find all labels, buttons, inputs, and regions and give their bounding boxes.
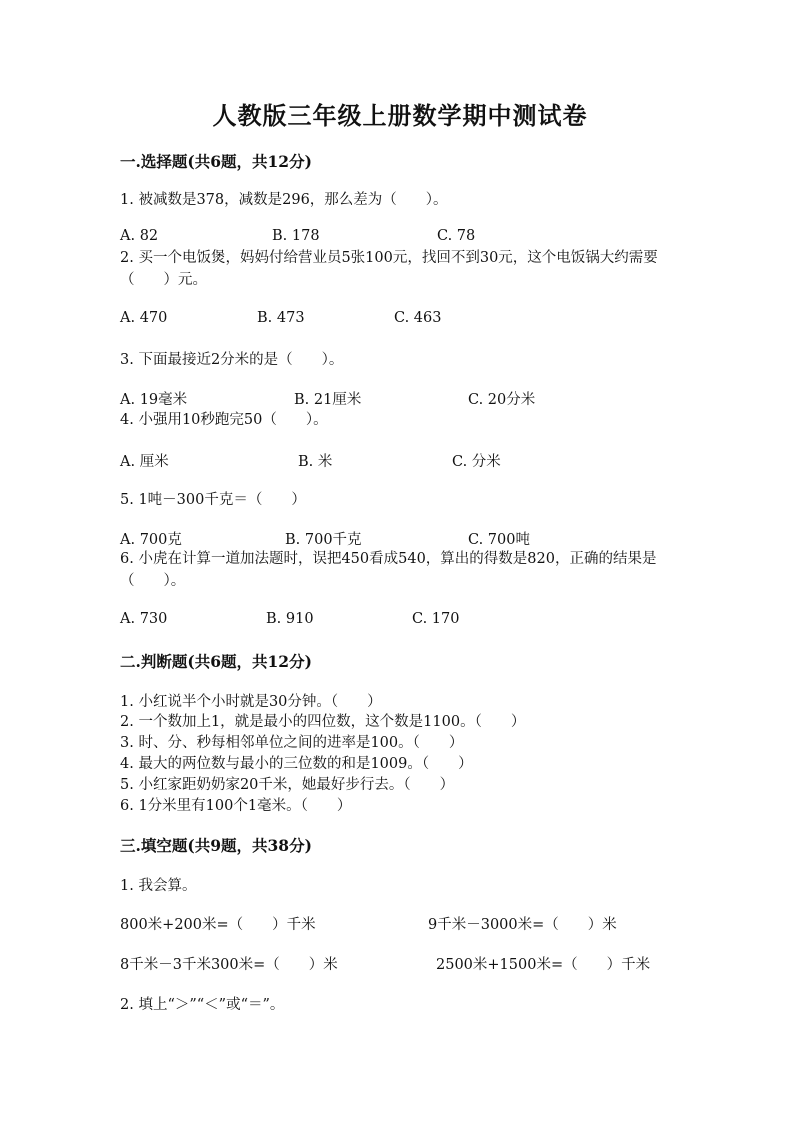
option-c: C. 700吨 — [468, 532, 530, 548]
option-a: A. 厘米 — [120, 454, 169, 470]
statement-line: 2. 一个数加上1，就是最小的四位数，这个数是1100。（ ） — [120, 714, 526, 730]
question-text: 4. 小强用10秒跑完50（ ）。 — [120, 412, 328, 428]
statement-line: 4. 最大的两位数与最小的三位数的和是1009。（ ） — [120, 756, 473, 772]
option-a: A. 470 — [120, 310, 168, 326]
option-a: A. 82 — [120, 228, 159, 244]
option-a: A. 730 — [120, 611, 168, 627]
option-c: C. 78 — [437, 228, 476, 244]
option-c: C. 分米 — [452, 454, 501, 470]
option-b: B. 473 — [257, 310, 305, 326]
question-text: 1. 被减数是378，减数是296，那么差为（ ）。 — [120, 192, 448, 208]
option-b: B. 700千克 — [285, 532, 362, 548]
option-b: B. 米 — [298, 454, 333, 470]
question-text: 2. 买一个电饭煲，妈妈付给营业员5张100元，找回不到30元，这个电饭锅大约需要（ ）元。 — [120, 250, 658, 288]
section-heading-judgment: 二.判断题(共6题，共12分) — [120, 652, 312, 671]
calc-item: 9千米－3000米=（ ）米 — [428, 917, 617, 933]
statement-line: 6. 1分米里有100个1毫米。（ ） — [120, 798, 352, 814]
option-b: B. 910 — [266, 611, 314, 627]
question-text: 3. 下面最接近2分米的是（ ）。 — [120, 352, 344, 368]
question-text: 5. 1吨－300千克＝（ ） — [120, 492, 306, 508]
option-b: B. 178 — [272, 228, 320, 244]
option-a: A. 19毫米 — [120, 392, 188, 408]
page-title: 人教版三年级上册数学期中测试卷 — [212, 101, 588, 130]
section-heading-choice: 一.选择题(共6题，共12分) — [120, 152, 312, 171]
section-heading-fill: 三.填空题(共9题，共38分) — [120, 836, 312, 855]
option-a: A. 700克 — [120, 532, 182, 548]
calc-item: 2500米+1500米=（ ）千米 — [436, 957, 651, 973]
calc-item: 800米+200米=（ ）千米 — [120, 917, 316, 933]
question-text: 6. 小虎在计算一道加法题时，误把450看成540，算出的得数是820，正确的结果是（ ）。 — [120, 551, 657, 589]
statement-line: 5. 小红家距奶奶家20千米，她最好步行去。（ ） — [120, 777, 455, 793]
statement-line: 3. 时、分、秒每相邻单位之间的进率是100。（ ） — [120, 735, 464, 751]
statement-line: 1. 小红说半个小时就是30分钟。（ ） — [120, 694, 382, 710]
option-c: C. 20分米 — [468, 392, 536, 408]
question-text: 1. 我会算。 — [120, 878, 197, 894]
calc-item: 8千米－3千米300米=（ ）米 — [120, 957, 338, 973]
question-text: 2. 填上“＞”“＜”或“＝”。 — [120, 997, 285, 1013]
option-c: C. 170 — [412, 611, 460, 627]
option-b: B. 21厘米 — [294, 392, 362, 408]
option-c: C. 463 — [394, 310, 442, 326]
